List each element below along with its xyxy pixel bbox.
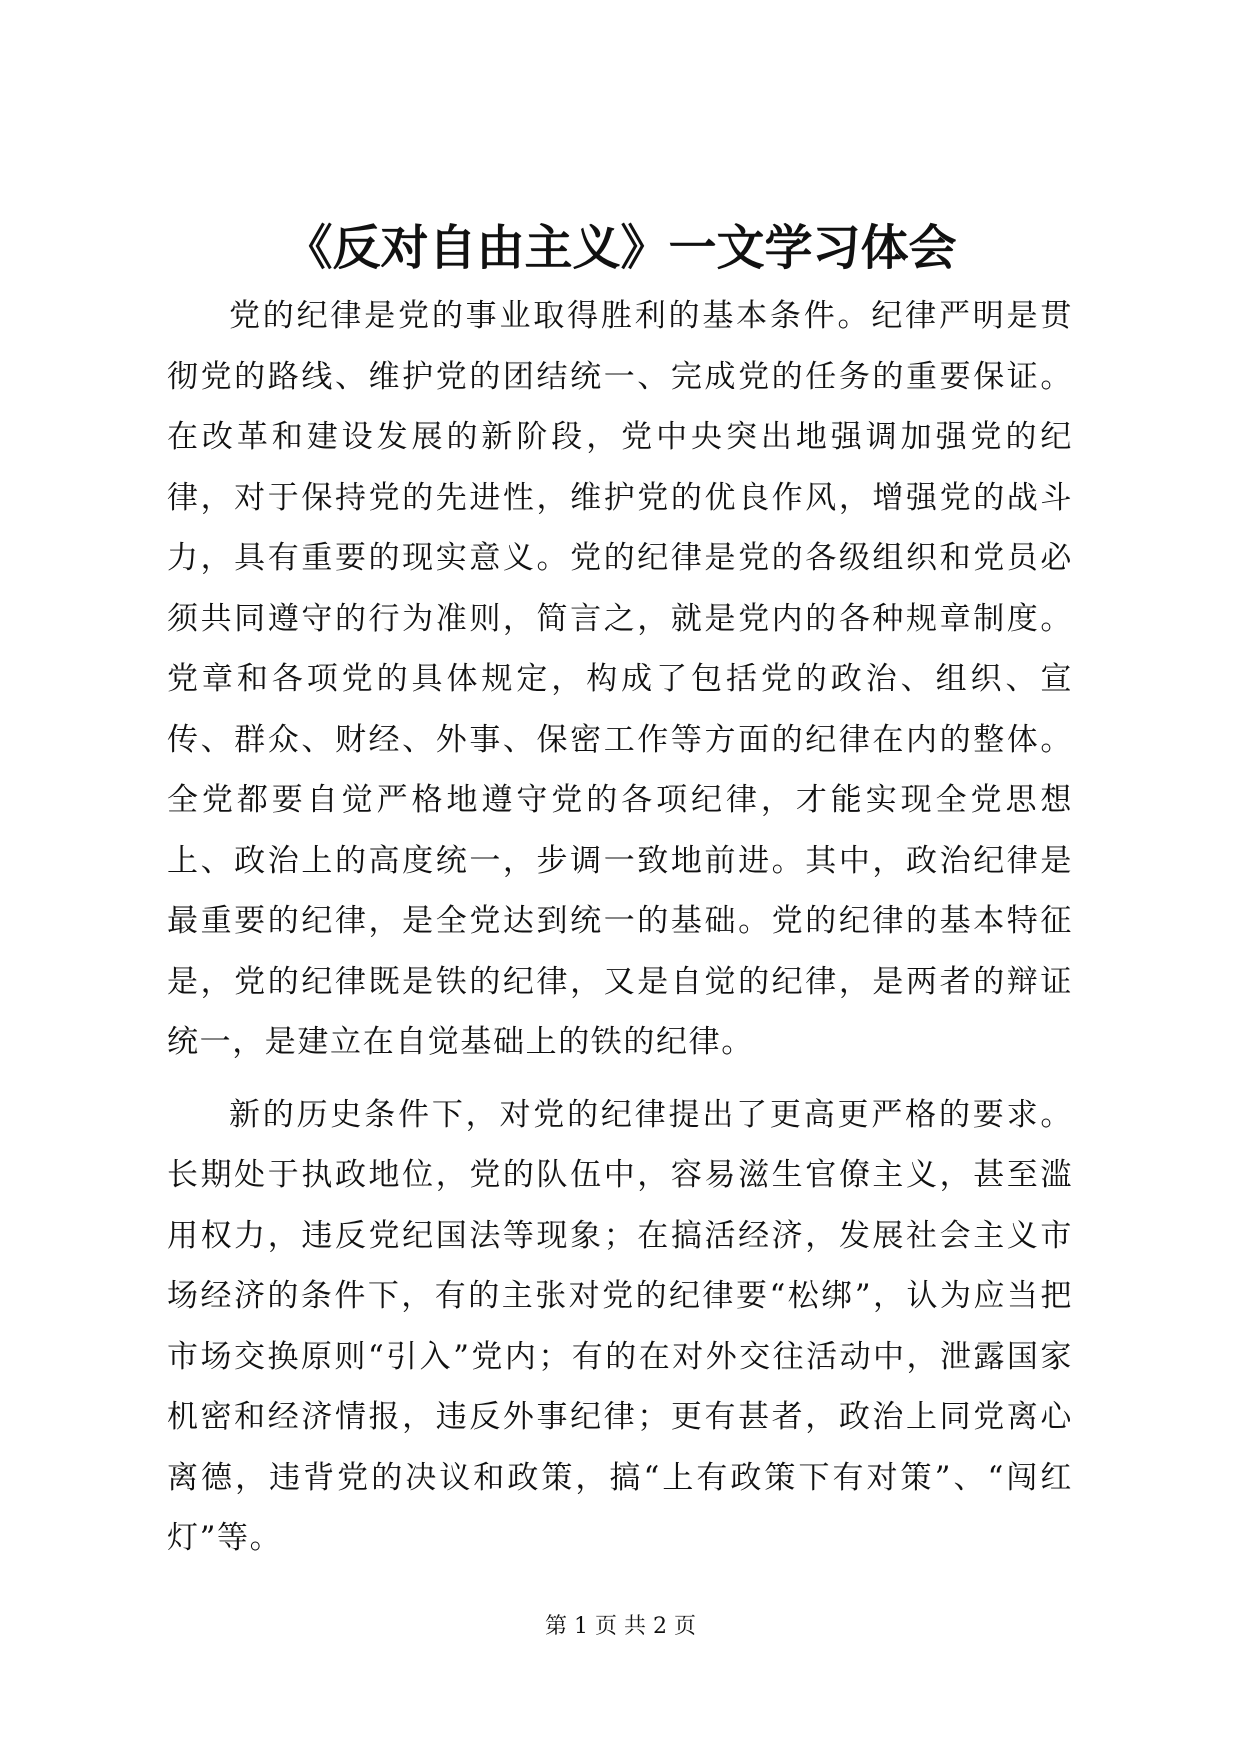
document-title: 《反对自由主义》一文学习体会 (284, 220, 957, 276)
paragraph: 党的纪律是党的事业取得胜利的基本条件。纪律严明是贯彻党的路线、维护党的团结统一、完成党的任务的重要保证。在改革和建设发展的新阶段，党中央突出地强调加强党的纪律，对于保持党的先进性，维护党的优良作风，增强党的战斗力，具有重要的现实意义。党的纪律是党的各级组织和党员必须共同遵守的行为准则，简言之，就是党内的各种规章制度。党章和各项党的具体规定，构成了包括党的政治、组织、宣传、群众、财经、外事、保密工作等方面的纪律在内的整体。全党都要自觉严格地遵守党的各项纪律，才能实现全党思想上、政治上的高度统一，步调一致地前进。其中，政治纪律是最重要的纪律，是全党达到统一的基础。党的纪律的基本特征是，党的纪律既是铁的纪律，又是自觉的纪律，是两者的辩证统一，是建立在自觉基础上的铁的纪律。 (167, 298, 1073, 1060)
document-body (167, 286, 1073, 1569)
page-number-footer: 第 1 页 共 2 页 (545, 1614, 696, 1639)
paragraph: 新的历史条件下，对党的纪律提出了更高更严格的要求。长期处于执政地位，党的队伍中，容易滋生官僚主义，甚至滥用权力，违反党纪国法等现象；在搞活经济，发展社会主义市场经济的条件下，有的主张对党的纪律要“松绑”，认为应当把市场交换原则“引入”党内；有的在对外交往活动中，泄露国家机密和经济情报，违反外事纪律；更有甚者，政治上同党离心离德，违背党的决议和政策，搞“上有政策下有对策”、“闯红灯”等。 (167, 1096, 1073, 1556)
